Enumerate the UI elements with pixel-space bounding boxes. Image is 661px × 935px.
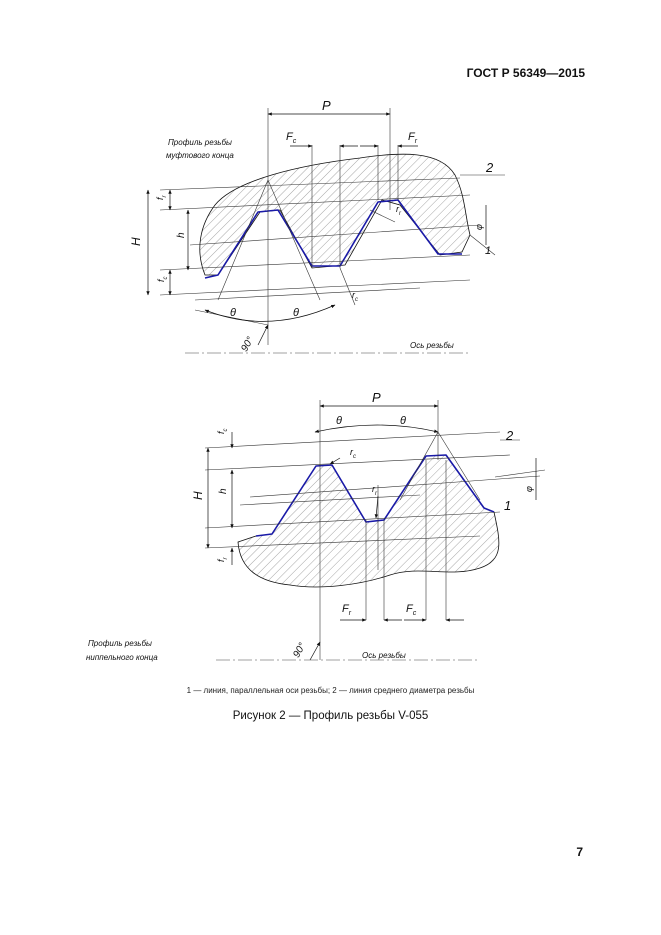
- box-theta-right: θ: [293, 307, 299, 319]
- pin-dim-fr-vert: $f_r$: [216, 557, 229, 562]
- page-number: 7: [576, 845, 583, 859]
- box-dim-fc: $F_c$: [286, 131, 297, 145]
- pin-dim-h-small: h: [218, 488, 229, 494]
- pin-dim-fr: $F_r$: [342, 603, 352, 617]
- box-dim-h-big: H: [129, 237, 143, 246]
- box-axis-label: Ось резьбы: [410, 341, 454, 350]
- box-dim-fr-vert: $f_r$: [155, 195, 168, 200]
- pin-callout-1: 1: [504, 498, 512, 513]
- standard-code: ГОСТ Р 56349—2015: [466, 66, 585, 80]
- box-theta-left: θ: [230, 307, 236, 319]
- box-profile-drawing: [129, 98, 505, 354]
- pin-rad-rc: $r_c$: [350, 447, 356, 460]
- box-angle-90: 90°: [239, 335, 257, 354]
- pin-dim-h-big: H: [191, 491, 205, 500]
- box-rad-rr: $r_r$: [396, 204, 401, 217]
- figure-legend: 1 — линия, параллельная оси резьбы; 2 — линия среднего диаметра резьбы: [186, 686, 475, 695]
- pin-dim-fc: $F_c$: [406, 603, 417, 617]
- pin-dim-fc-vert: $f_c$: [216, 428, 229, 434]
- pin-dim-p: P: [372, 390, 381, 405]
- pin-angle-phi: φ: [524, 486, 534, 492]
- box-dim-h-small: h: [176, 232, 187, 238]
- box-rad-rc: $r_c$: [352, 290, 358, 303]
- box-profile-label-2: муфтового конца: [166, 151, 234, 160]
- pin-profile-label-1: Профиль резьбы: [88, 639, 152, 648]
- box-profile-label-1: Профиль резьбы: [168, 138, 232, 147]
- figure-caption: Рисунок 2 — Профиль резьбы V-055: [232, 710, 429, 722]
- box-dim-fc-vert: $f_c$: [156, 276, 169, 282]
- box-dim-p: P: [322, 98, 331, 113]
- box-dim-fr: $F_r$: [408, 131, 418, 145]
- pin-profile-drawing: [86, 390, 545, 662]
- box-angle-phi: φ: [474, 224, 484, 230]
- pin-theta-left: θ: [336, 415, 342, 427]
- pin-angle-90: 90°: [291, 641, 309, 660]
- pin-axis-label: Ось резьбы: [362, 651, 406, 660]
- box-callout-2: 2: [486, 160, 494, 175]
- pin-rad-rr: $r_r$: [372, 484, 377, 497]
- pin-callout-2: 2: [506, 428, 514, 443]
- pin-theta-right: θ: [400, 415, 406, 427]
- pin-profile-label-2: ниппельного конца: [86, 653, 158, 662]
- box-callout-1: 1: [485, 245, 492, 257]
